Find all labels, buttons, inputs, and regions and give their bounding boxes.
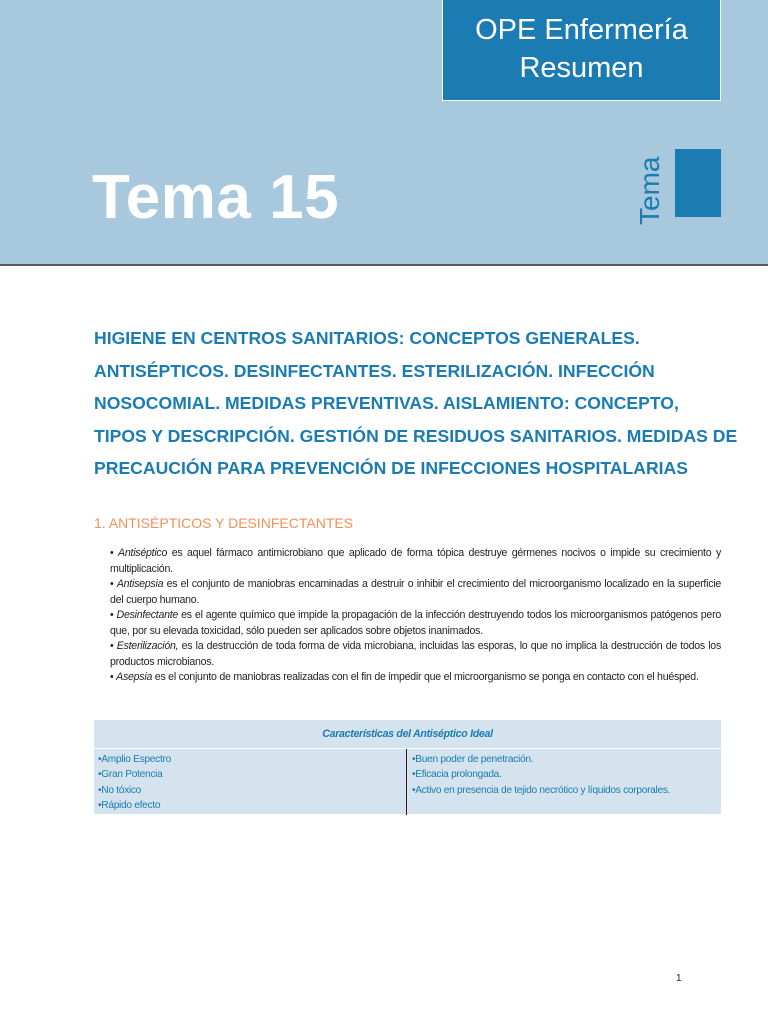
definition-item: • Antiséptico es aquel fármaco antimicrobiano que aplicado de forma tópica destruye gérmenes nocivos o impide su crecimiento y multiplicación. (110, 547, 721, 575)
definition-term: Antiséptico (118, 547, 168, 559)
heading-line: ANTISÉPTICOS. DESINFECTANTES. ESTERILIZACIÓN. INFECCIÓN (94, 360, 655, 381)
characteristics-left-column (98, 752, 398, 813)
heading-line: PRECAUCIÓN PARA PREVENCIÓN DE INFECCIONES HOSPITALARIAS (94, 458, 689, 478)
characteristics-table-body (94, 749, 721, 815)
definition-text: es la destrucción de toda forma de vida microbiana, incluidas las esporas, lo que no implica la destrucción de todos los productos microbianos. (110, 640, 721, 668)
characteristic-item: •Rápido efecto (98, 799, 161, 811)
ope-subtitle: Resumen (519, 52, 644, 84)
characteristic-item: •Amplio Espectro (98, 754, 171, 765)
definition-list (110, 546, 721, 686)
definition-term: Esterilización, (116, 640, 179, 652)
section-title: 1. ANTISÉPTICOS Y DESINFECTANTES (94, 515, 354, 531)
page-header (0, 0, 768, 266)
ope-title: OPE Enfermería (475, 14, 688, 46)
characteristics-table (94, 720, 721, 814)
definition-text: es aquel fármaco antimicrobiano que aplicado de forma tópica destruye gérmenes nocivos o impide su crecimiento y multiplicación. (110, 547, 721, 575)
definition-item: • Desinfectante es el agente químico que impide la propagación de la infección destruyendo todos los microorganismos patógenos pero que, por su elevada toxicidad, sólo pueden ser aplicados sobre objetos inanimados. (110, 609, 721, 637)
tema-accent-block (675, 149, 721, 217)
tema-vertical-label: Tema (634, 156, 665, 225)
heading-line: TIPOS Y DESCRIPCIÓN. GESTIÓN DE RESIDUOS SANITARIOS. MEDIDAS DE (94, 425, 738, 446)
definition-text: es el conjunto de maniobras realizadas con el fin de impedir que el microorganismo se ponga en contacto con el huésped. (152, 671, 699, 683)
ope-badge (442, 0, 721, 101)
definition-item: • Asepsia es el conjunto de maniobras realizadas con el fin de impedir que el microorganismo se ponga en contacto con el huésped. (110, 671, 699, 683)
characteristics-right-column (412, 752, 717, 798)
characteristic-item: •Activo en presencia de tejido necrótico y líquidos corporales. (412, 784, 671, 796)
tema-title: Tema 15 (92, 163, 340, 232)
characteristic-item: •Buen poder de penetración. (412, 754, 534, 765)
characteristic-item: •Eficacia prolongada. (412, 769, 502, 781)
definition-text: es el conjunto de maniobras encaminadas a destruir o inhibir el crecimiento del microorganismo localizado en la superficie del cuerpo humano. (110, 578, 721, 606)
definition-term: Desinfectante (116, 609, 179, 621)
definition-term: Antisepsia (116, 578, 164, 590)
topic-heading (94, 322, 738, 485)
heading-line: HIGIENE EN CENTROS SANITARIOS: CONCEPTOS GENERALES. (94, 328, 640, 348)
heading-line: NOSOCOMIAL. MEDIDAS PREVENTIVAS. AISLAMIENTO: CONCEPTO, (94, 393, 679, 413)
characteristics-table-title: Características del Antiséptico Ideal (94, 720, 721, 749)
definition-term: Asepsia (116, 671, 153, 683)
page-number: 1 (676, 973, 682, 984)
definition-text: es el agente químico que impide la propagación de la infección destruyendo todos los microorganismos patógenos pero que, por su elevada toxicidad, sólo pueden ser aplicados sobre objetos inanimados. (110, 609, 721, 637)
definition-item: • Esterilización, es la destrucción de toda forma de vida microbiana, incluidas las esporas, lo que no implica la destrucción de todos los productos microbianos. (110, 640, 721, 668)
column-divider (406, 749, 407, 815)
characteristic-item: •Gran Potencia (98, 769, 163, 781)
definition-item: • Antisepsia es el conjunto de maniobras encaminadas a destruir o inhibir el crecimiento del microorganismo localizado en la superficie del cuerpo humano. (110, 578, 721, 606)
characteristic-item: •No tóxico (98, 784, 142, 796)
